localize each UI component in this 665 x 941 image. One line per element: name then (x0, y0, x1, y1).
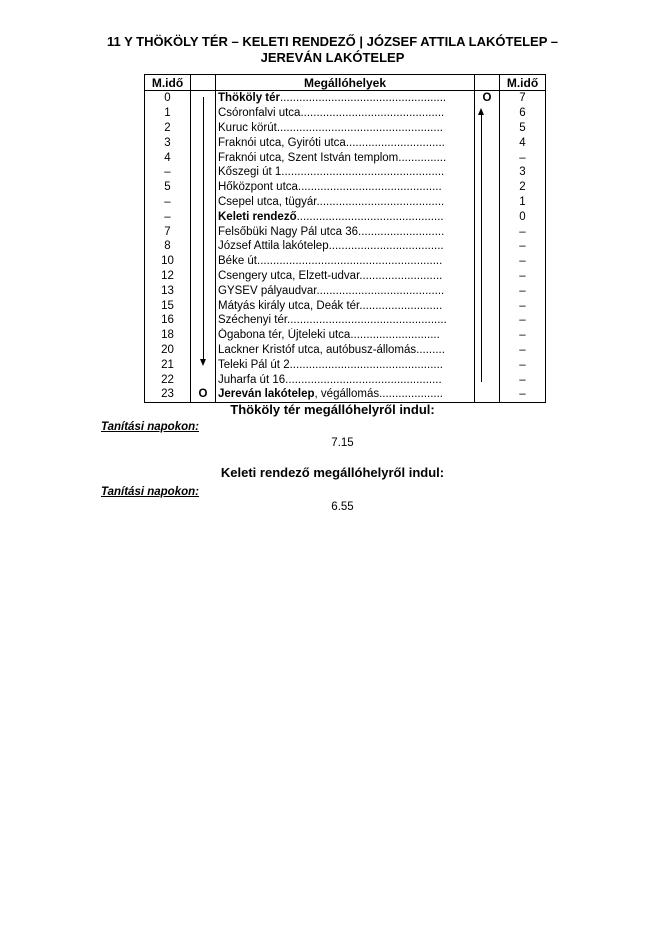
leader-dots: ................................................... (281, 166, 445, 179)
table-row (145, 372, 546, 387)
minutes-left: 13 (145, 283, 191, 298)
leader-dots: .................... (379, 388, 443, 401)
minutes-left: 22 (145, 372, 191, 387)
leader-dots: .......................... (361, 225, 445, 238)
minutes-left: 15 (145, 298, 191, 313)
page-title (0, 34, 665, 66)
table-row (145, 121, 546, 136)
table-row (145, 150, 546, 165)
right-terminus-mark (475, 283, 500, 298)
stop-name: Keleti rendező (218, 210, 297, 223)
table-row (145, 328, 546, 343)
minutes-left: 10 (145, 254, 191, 269)
minutes-right: – (500, 298, 546, 313)
stop-name: Csepel utca, tügyár (218, 195, 317, 208)
stop-name: Fraknói utca, Gyiróti utca (218, 136, 346, 149)
stop-cell (216, 121, 475, 136)
stop-cell (216, 239, 475, 254)
stop-cell (216, 328, 475, 343)
timetable-header-row (145, 75, 546, 91)
stop-name: GYSEV pályaudvar (218, 284, 317, 297)
right-terminus-mark (475, 328, 500, 343)
stop-name: Ógabona tér, Újteleki utca (218, 329, 351, 342)
table-row (145, 239, 546, 254)
stop-name: Fraknói utca, Szent István templom (218, 151, 399, 164)
down-arrow-icon (200, 359, 206, 366)
table-row (145, 209, 546, 224)
stop-cell (216, 195, 475, 210)
header-arrow-right (475, 75, 500, 91)
table-row (145, 343, 546, 358)
stop-name: Béke út (218, 255, 257, 268)
right-terminus-mark: O (475, 91, 500, 106)
table-row (145, 106, 546, 121)
left-terminus-mark: O (191, 387, 216, 402)
section-title-keleti: Keleti rendező megállóhelyről indul: (220, 465, 445, 480)
stop-name: Juharfa út 16. (218, 373, 289, 386)
minutes-left: 16 (145, 313, 191, 328)
minutes-left: 8 (145, 239, 191, 254)
stop-cell (216, 343, 475, 358)
timetable-body (145, 91, 546, 403)
leader-dots: ............... (398, 151, 447, 164)
stop-cell (216, 209, 475, 224)
table-row (145, 180, 546, 195)
stop-name: Mátyás király utca, Deák tér (218, 299, 360, 312)
minutes-left: 12 (145, 269, 191, 284)
stop-suffix: , végállomás (314, 388, 380, 401)
header-minutes-left: M.idő (145, 75, 191, 91)
title-line-2: JEREVÁN LAKÓTELEP (260, 50, 405, 65)
leader-dots: ............................ (350, 329, 440, 342)
minutes-right: 3 (500, 165, 546, 180)
minutes-right: – (500, 343, 546, 358)
leader-dots: .................................................... (279, 92, 447, 105)
minutes-right: – (500, 357, 546, 372)
stop-name: Kuruc körút (218, 121, 277, 134)
minutes-right: 5 (500, 121, 546, 136)
stop-cell (216, 150, 475, 165)
table-row (145, 298, 546, 313)
title-line-1: 11 Y THÖKÖLY TÉR – KELETI RENDEZŐ | JÓZSEF ATTILA LAKÓTELEP – (106, 34, 558, 49)
minutes-left: – (145, 165, 191, 180)
minutes-left: 18 (145, 328, 191, 343)
stop-cell (216, 135, 475, 150)
right-terminus-mark (475, 239, 500, 254)
table-row (145, 224, 546, 239)
down-direction-line (203, 97, 204, 359)
right-terminus-mark (475, 387, 500, 402)
up-arrow-icon (478, 108, 484, 115)
stop-name: Lackner Kristóf utca, autóbusz-állomás (218, 343, 417, 356)
header-stops: Megállóhelyek (216, 75, 475, 91)
table-row (145, 313, 546, 328)
minutes-left: 4 (145, 150, 191, 165)
stop-name: József Attila lakótelep (218, 240, 329, 253)
minutes-right: – (500, 328, 546, 343)
minutes-left: 23 (145, 387, 191, 402)
leader-dots: .................................... (328, 240, 444, 253)
minutes-right: 4 (500, 135, 546, 150)
leader-dots: .............................................. (296, 210, 444, 223)
left-terminus-mark (191, 372, 216, 387)
stop-cell (216, 298, 475, 313)
stop-cell (216, 106, 475, 121)
stop-cell (216, 180, 475, 195)
right-terminus-mark (475, 121, 500, 136)
right-terminus-mark (475, 224, 500, 239)
minutes-left: 5 (145, 180, 191, 195)
leader-dots: .................................................. (287, 314, 447, 327)
stop-name: Kőszegi út 1 (218, 166, 282, 179)
stop-name: Csóronfalvi utca (218, 107, 301, 120)
minutes-left: 0 (145, 91, 191, 106)
minutes-right: – (500, 283, 546, 298)
right-terminus-mark (475, 357, 500, 372)
table-row (145, 195, 546, 210)
stop-cell (216, 165, 475, 180)
stop-cell (216, 254, 475, 269)
table-row (145, 254, 546, 269)
minutes-left: 20 (145, 343, 191, 358)
stop-cell (216, 269, 475, 284)
right-terminus-mark (475, 313, 500, 328)
minutes-left: 3 (145, 135, 191, 150)
stop-cell (216, 372, 475, 387)
minutes-right: – (500, 254, 546, 269)
minutes-right: – (500, 372, 546, 387)
minutes-right: 6 (500, 106, 546, 121)
departure-times-keleti: 6.55 (331, 501, 354, 513)
stop-name: Hőközpont utca (218, 181, 298, 194)
stop-cell (216, 387, 475, 402)
minutes-right: – (500, 150, 546, 165)
leader-dots: .......................................................... (257, 255, 443, 268)
minutes-right: 7 (500, 91, 546, 106)
leader-dots: ........................................ (316, 195, 445, 208)
minutes-right: 1 (500, 195, 546, 210)
table-row (145, 283, 546, 298)
minutes-right: – (500, 239, 546, 254)
stop-name: Csengery utca, Elzett-udvar (218, 269, 360, 282)
leader-dots: .......................... (359, 269, 443, 282)
stop-name: Széchenyi tér (218, 314, 288, 327)
table-row (145, 269, 546, 284)
timetable (144, 74, 546, 403)
right-terminus-mark (475, 209, 500, 224)
right-terminus-mark (475, 298, 500, 313)
leader-dots: ................................................ (289, 358, 443, 371)
leader-dots: ............................... (345, 136, 445, 149)
minutes-left: – (145, 195, 191, 210)
minutes-right: – (500, 387, 546, 402)
leader-dots: ........................................ (316, 284, 445, 297)
minutes-left: 2 (145, 121, 191, 136)
table-row (145, 165, 546, 180)
day-label-school-days-1: Tanítási napokon: (101, 421, 199, 433)
stop-name: Felsőbüki Nagy Pál utca 36. (218, 225, 362, 238)
minutes-left: – (145, 209, 191, 224)
minutes-left: 1 (145, 106, 191, 121)
right-terminus-mark (475, 195, 500, 210)
leader-dots: ............................................. (300, 107, 445, 120)
stop-cell (216, 224, 475, 239)
right-terminus-mark (475, 372, 500, 387)
stop-cell (216, 357, 475, 372)
header-minutes-right: M.idő (500, 75, 546, 91)
stop-cell (216, 91, 475, 106)
stop-cell (216, 313, 475, 328)
right-terminus-mark (475, 150, 500, 165)
departure-times-thokoly: 7.15 (331, 437, 354, 449)
minutes-right: 0 (500, 209, 546, 224)
right-terminus-mark (475, 180, 500, 195)
right-terminus-mark (475, 165, 500, 180)
stop-cell (216, 283, 475, 298)
minutes-right: – (500, 224, 546, 239)
leader-dots: ......... (416, 343, 445, 356)
stop-name: Thököly tér (218, 92, 280, 105)
table-row (145, 135, 546, 150)
leader-dots: ................................................ (288, 373, 442, 386)
header-arrow-left (191, 75, 216, 91)
stop-name: Jereván lakótelep (218, 388, 315, 401)
leader-dots: .................................................... (276, 121, 443, 134)
table-row (145, 91, 546, 106)
minutes-left: 21 (145, 357, 191, 372)
right-terminus-mark (475, 254, 500, 269)
minutes-left: 7 (145, 224, 191, 239)
leader-dots: ............................................. (297, 181, 442, 194)
right-terminus-mark (475, 135, 500, 150)
minutes-right: – (500, 313, 546, 328)
section-title-thokoly: Thököly tér megállóhelyről indul: (230, 402, 435, 417)
table-row (145, 387, 546, 402)
right-terminus-mark (475, 269, 500, 284)
minutes-right: – (500, 269, 546, 284)
leader-dots: .......................... (359, 299, 443, 312)
stop-name: Teleki Pál út 2 (218, 358, 290, 371)
day-label-school-days-2: Tanítási napokon: (101, 486, 199, 498)
minutes-right: 2 (500, 180, 546, 195)
up-direction-line (481, 114, 482, 382)
right-terminus-mark (475, 343, 500, 358)
